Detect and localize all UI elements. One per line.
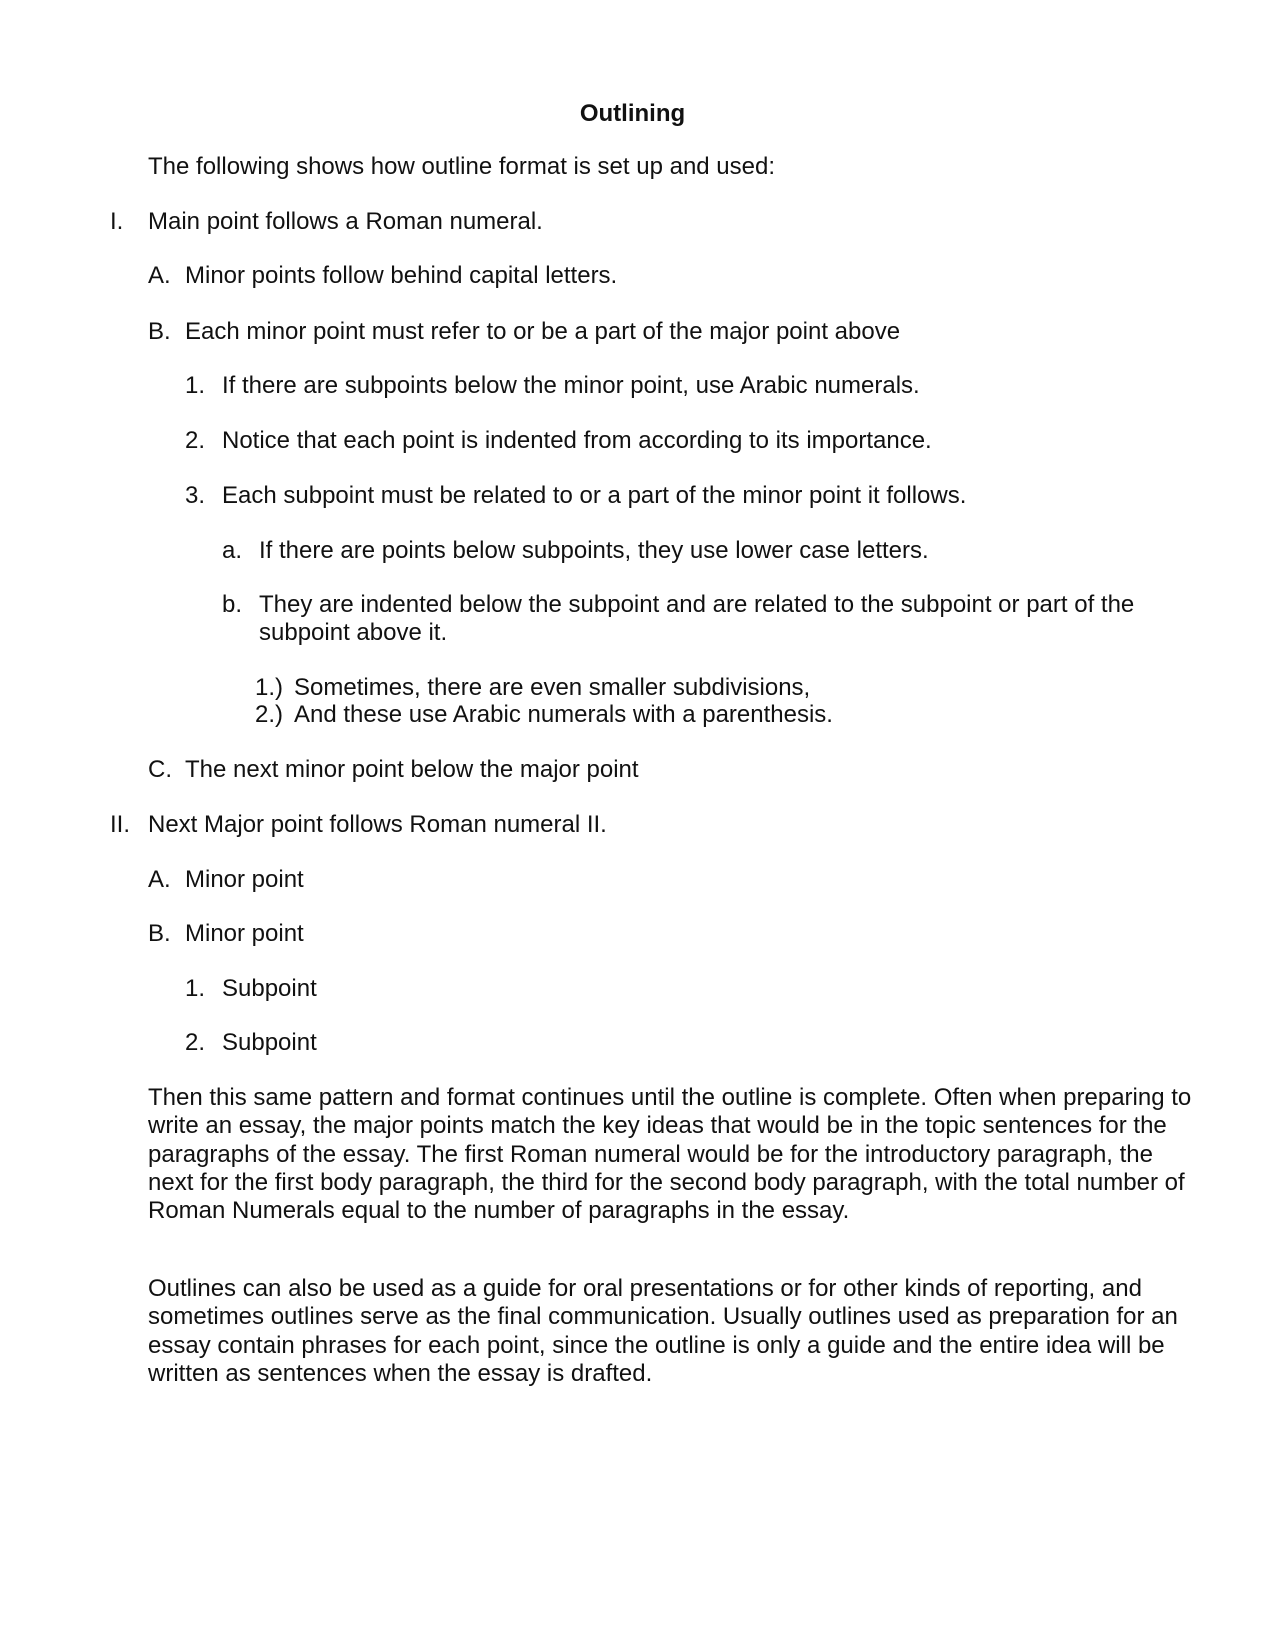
outline-text: Main point follows a Roman numeral.: [148, 208, 543, 235]
outline-marker: b.: [222, 591, 243, 618]
outline-marker: A.: [148, 866, 171, 893]
outline-marker: B.: [148, 318, 171, 345]
body-paragraph: Outlines can also be used as a guide for oral presentations or for other kinds of reporting, and sometimes outlines serve as the final communication. Usually outlines used as preparation for an essay contain phrases for each point, since the outline is only a guide and the entire idea will be written as sentences when the essay is drafted.: [148, 1275, 1178, 1387]
outline-marker: II.: [110, 811, 131, 838]
outline-marker: 1.: [185, 975, 206, 1002]
outline-text: Subpoint: [222, 975, 317, 1002]
outline-text: Next Major point follows Roman numeral II.: [148, 811, 607, 838]
outline-text: Each subpoint must be related to or a part of the minor point it follows.: [222, 482, 967, 509]
outline-marker: C.: [148, 756, 172, 783]
outline-marker: 2.: [185, 427, 206, 454]
outline-text: Notice that each point is indented from according to its importance.: [222, 427, 932, 454]
outline-marker: A.: [148, 262, 171, 289]
outline-marker: B.: [148, 920, 171, 947]
outline-marker: I.: [110, 208, 124, 235]
outline-text: Minor points follow behind capital letters.: [185, 262, 618, 289]
outline-marker: 2.: [185, 1029, 206, 1056]
outline-text: Each minor point must refer to or be a part of the major point above: [185, 318, 901, 345]
outline-text: If there are subpoints below the minor point, use Arabic numerals.: [222, 372, 920, 399]
outline-marker: 2.): [255, 701, 284, 728]
outline-text: Sometimes, there are even smaller subdivisions,: [294, 674, 811, 701]
outline-text: If there are points below subpoints, they use lower case letters.: [259, 537, 929, 564]
outline-text: Minor point: [185, 866, 304, 893]
page-title: Outlining: [579, 100, 686, 127]
outline-marker: 1.: [185, 372, 206, 399]
outline-text: Minor point: [185, 920, 304, 947]
intro-text: The following shows how outline format is set up and used:: [148, 153, 776, 180]
outline-text: And these use Arabic numerals with a parenthesis.: [294, 701, 833, 728]
body-paragraph: Then this same pattern and format continues until the outline is complete. Often when preparing to write an essay, the major points match the key ideas that would be in the topic sentences for the paragraphs of the essay. The first Roman numeral would be for the introductory paragraph, the next for the first body paragraph, the third for the second body paragraph, with the total number of Roman Numerals equal to the number of paragraphs in the essay.: [148, 1084, 1192, 1225]
outline-marker: 3.: [185, 482, 206, 509]
outline-marker: 1.): [255, 674, 284, 701]
outline-marker: a.: [222, 537, 243, 564]
outline-text: The next minor point below the major point: [185, 756, 639, 783]
outline-text: Subpoint: [222, 1029, 317, 1056]
outline-text: They are indented below the subpoint and are related to the subpoint or part of the subpoint above it.: [259, 591, 1135, 646]
